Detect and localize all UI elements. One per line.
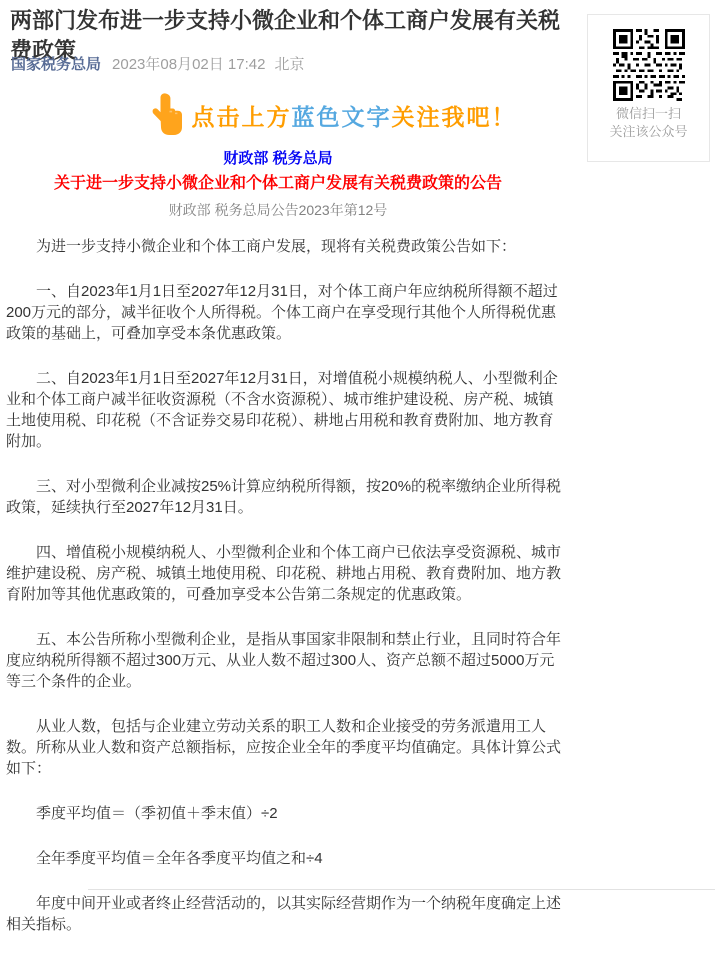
publish-date: 2023年08月02日 17:42 bbox=[112, 56, 266, 73]
banner-text-blue-words: 蓝色文字 bbox=[291, 103, 392, 130]
article-paragraph: 四、增值税小规模纳税人、小型微利企业和个体工商户已依法享受资源税、城市维护建设税、房产税、城镇土地使用税、印花税、耕地占用税、教育费附加、地方教育附加等其他优惠政策的，可叠加享受本公告第二条规定的优惠政策。 bbox=[6, 544, 562, 603]
announcement-doc-number: 财政部 税务总局公告2023年第12号 bbox=[168, 202, 388, 218]
article-paragraph: 五、本公告所称小型微利企业，是指从事国家非限制和禁止行业，且同时符合年度应纳税所得额不超过300万元、从业人数不超过300人、资产总额不超过5000万元等三个条件的企业。 bbox=[6, 631, 562, 690]
qr-caption-line2: 关注该公众号 bbox=[609, 124, 688, 139]
article-paragraph: 为进一步支持小微企业和个体工商户发展，现将有关税费政策公告如下： bbox=[36, 238, 517, 255]
author-link[interactable]: 国家税务总局 bbox=[11, 56, 102, 73]
article-paragraph-formula: 季度平均值＝（季初值＋季末值）÷2 bbox=[36, 805, 278, 822]
article-paragraph: 三、对小型微利企业减按25%计算应纳税所得额，按20%的税率缴纳企业所得税政策，延续执行至2027年12月31日。 bbox=[6, 478, 562, 516]
bottom-divider bbox=[88, 889, 715, 890]
article-paragraph-formula: 全年季度平均值＝全年各季度平均值之和÷4 bbox=[36, 850, 323, 867]
article-paragraph: 从业人数，包括与企业建立劳动关系的职工人数和企业接受的劳务派遣用工人数。所称从业人数和资产总额指标，应按企业全年的季度平均值确定。具体计算公式如下： bbox=[6, 718, 562, 777]
announcement-issuer: 财政部 税务总局 bbox=[223, 150, 333, 167]
qr-caption-line1: 微信扫一扫 bbox=[615, 106, 681, 121]
page-title: 两部门发布进一步支持小微企业和个体工商户发展有关税费政策 bbox=[10, 8, 561, 63]
article-body bbox=[6, 236, 566, 959]
banner-text-click-above: 点击上方 bbox=[191, 103, 292, 130]
article-paragraph: 二、自2023年1月1日至2027年12月31日，对增值税小规模纳税人、小型微利企业和个体工商户减半征收资源税（不含水资源税）、城市维护建设税、房产税、城镇土地使用税、印花税（不含证券交易印花税）、耕地占用税和教育费附加、地方教育附加。 bbox=[6, 370, 558, 450]
follow-banner bbox=[0, 88, 666, 142]
banner-text-follow-me: 关注我吧！ bbox=[391, 103, 517, 130]
article-paragraph: 年度中间开业或者终止经营活动的，以其实际经营期作为一个纳税年度确定上述相关指标。 bbox=[6, 895, 562, 933]
article-paragraph: 一、自2023年1月1日至2027年12月31日，对个体工商户年应纳税所得额不超过200万元的部分，减半征收个人所得税。个体工商户在享受现行其他个人所得税优惠政策的基础上，可叠加享受本条优惠政策。 bbox=[6, 283, 558, 342]
announcement-title: 关于进一步支持小微企业和个体工商户发展有关税费政策的公告 bbox=[53, 175, 502, 192]
article-meta bbox=[11, 53, 304, 74]
announcement-header bbox=[0, 148, 556, 223]
pointing-hand-icon bbox=[150, 92, 184, 138]
publish-location: 北京 bbox=[274, 56, 305, 73]
